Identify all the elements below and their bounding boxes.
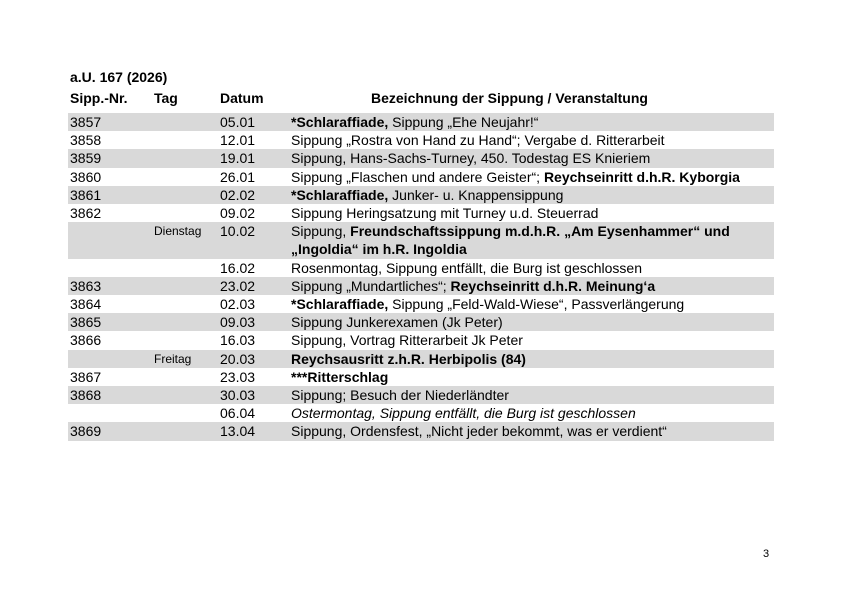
datum-cell: 23.02 xyxy=(220,277,256,294)
bezeichnung-text: Freundschaftssippung m.d.h.R. „Am Eysenhammer“ und „Ingoldia“ im h.R. Ingoldia xyxy=(291,223,730,258)
bezeichnung-cell xyxy=(291,313,769,331)
bezeichnung-text: *Schlaraffiade, xyxy=(291,114,389,130)
bezeichnung-text: Sippung „Rostra von Hand zu Hand“; Vergabe d. Ritterarbeit xyxy=(291,132,665,149)
sipp-nr-cell: 3869 xyxy=(70,423,102,440)
bezeichnung-cell xyxy=(291,149,769,167)
table-row xyxy=(68,386,774,404)
bezeichnung-text: Sippung, Ordensfest, „Nicht jeder bekommt, was er verdient“ xyxy=(291,423,667,440)
bezeichnung-text: Sippung Junkerexamen (Jk Peter) xyxy=(291,314,503,331)
bezeichnung-text: Sippung; Besuch der Niederländter xyxy=(291,387,509,404)
datum-cell: 19.01 xyxy=(220,150,256,167)
column-header-datum: Datum xyxy=(220,90,264,106)
bezeichnung-cell xyxy=(291,277,769,295)
column-header-tag: Tag xyxy=(154,90,178,106)
table-row xyxy=(68,295,774,313)
datum-cell: 09.03 xyxy=(220,314,256,331)
table-row xyxy=(68,222,774,258)
sipp-nr-cell: 3860 xyxy=(70,168,102,185)
bezeichnung-text: Sippung, xyxy=(291,223,351,240)
table-row xyxy=(68,168,774,186)
table-row xyxy=(68,313,774,331)
datum-cell: 02.03 xyxy=(220,296,256,313)
column-header-nr: Sipp.-Nr. xyxy=(70,90,128,106)
bezeichnung-text: Junker- u. Knappensippung xyxy=(388,186,564,203)
table-row xyxy=(68,350,774,368)
sipp-nr-cell: 3861 xyxy=(70,186,102,203)
bezeichnung-cell xyxy=(291,259,769,277)
bezeichnung-cell xyxy=(291,386,769,404)
bezeichnung-text: Sippung, Vortrag Ritterarbeit Jk Peter xyxy=(291,332,523,349)
tag-cell: Freitag xyxy=(154,351,192,366)
bezeichnung-text: Rosenmontag, Sippung entfällt, die Burg ist geschlossen xyxy=(291,259,642,276)
bezeichnung-text: Reychseinritt d.h.R. Meinung‘a xyxy=(450,277,656,294)
table-row xyxy=(68,404,774,422)
datum-cell: 30.03 xyxy=(220,387,256,404)
bezeichnung-cell xyxy=(291,350,769,368)
table-row xyxy=(68,186,774,204)
table-row xyxy=(68,131,774,149)
table-row xyxy=(68,113,774,131)
sipp-nr-cell: 3858 xyxy=(70,132,102,149)
table-row xyxy=(68,422,774,440)
datum-cell: 13.04 xyxy=(220,423,256,440)
table-row xyxy=(68,259,774,277)
bezeichnung-text: Reychseinritt d.h.R. Kyborgia xyxy=(543,168,740,185)
datum-cell: 16.02 xyxy=(220,259,256,276)
bezeichnung-cell xyxy=(291,422,769,440)
bezeichnung-text: ***Ritterschlag xyxy=(291,368,389,385)
bezeichnung-cell xyxy=(291,404,769,422)
year-heading: a.U. 167 (2026) xyxy=(70,69,168,85)
bezeichnung-text: Sippung „Feld-Wald-Wiese“, Passverlängerung xyxy=(388,296,685,313)
bezeichnung-cell xyxy=(291,113,769,131)
datum-cell: 12.01 xyxy=(220,132,256,149)
datum-cell: 16.03 xyxy=(220,332,256,349)
bezeichnung-text: *Schlaraffiade, xyxy=(291,296,389,313)
bezeichnung-cell xyxy=(291,131,769,149)
sipp-nr-cell: 3862 xyxy=(70,205,102,222)
datum-cell: 26.01 xyxy=(220,168,256,185)
datum-cell: 23.03 xyxy=(220,368,256,385)
bezeichnung-text: Sippung, Hans-Sachs-Turney, 450. Todestag ES Knieriem xyxy=(291,150,651,167)
table-row xyxy=(68,204,774,222)
tag-cell: Dienstag xyxy=(154,224,202,239)
table-row xyxy=(68,331,774,349)
datum-cell: 02.02 xyxy=(220,186,256,203)
sipp-nr-cell: 3867 xyxy=(70,368,102,385)
datum-cell: 06.04 xyxy=(220,405,256,422)
table-header xyxy=(0,89,842,107)
sipp-nr-cell: 3857 xyxy=(70,114,102,130)
bezeichnung-text: Sippung „Ehe Neujahr!“ xyxy=(388,114,539,130)
sipp-nr-cell: 3868 xyxy=(70,387,102,404)
column-header-bezeichnung: Bezeichnung der Sippung / Veranstaltung xyxy=(371,90,648,106)
sipp-nr-cell: 3863 xyxy=(70,277,102,294)
datum-cell: 20.03 xyxy=(220,350,256,367)
sipp-nr-cell: 3859 xyxy=(70,150,102,167)
bezeichnung-text: *Schlaraffiade, xyxy=(291,186,389,203)
sipp-nr-cell: 3865 xyxy=(70,314,102,331)
bezeichnung-cell xyxy=(291,222,769,258)
bezeichnung-cell xyxy=(291,204,769,222)
table-row xyxy=(68,149,774,167)
page-number: 3 xyxy=(763,548,770,560)
table-row xyxy=(68,368,774,386)
bezeichnung-text: Sippung Heringsatzung mit Turney u.d. Steuerrad xyxy=(291,205,599,222)
table-row xyxy=(68,277,774,295)
bezeichnung-text: Sippung „Flaschen und andere Geister“; xyxy=(291,168,544,185)
sipp-nr-cell: 3864 xyxy=(70,296,102,313)
schedule-table xyxy=(68,113,774,441)
bezeichnung-cell xyxy=(291,186,769,204)
sipp-nr-cell: 3866 xyxy=(70,332,102,349)
bezeichnung-cell xyxy=(291,295,769,313)
datum-cell: 09.02 xyxy=(220,205,256,222)
datum-cell: 10.02 xyxy=(220,223,256,240)
bezeichnung-cell xyxy=(291,168,769,186)
datum-cell: 05.01 xyxy=(220,114,256,130)
bezeichnung-text: Sippung „Mundartliches“; xyxy=(291,277,451,294)
bezeichnung-cell xyxy=(291,331,769,349)
bezeichnung-text: Ostermontag, Sippung entfällt, die Burg ist geschlossen xyxy=(291,405,636,422)
bezeichnung-text: Reychsausritt z.h.R. Herbipolis (84) xyxy=(291,350,526,367)
bezeichnung-cell xyxy=(291,368,769,386)
